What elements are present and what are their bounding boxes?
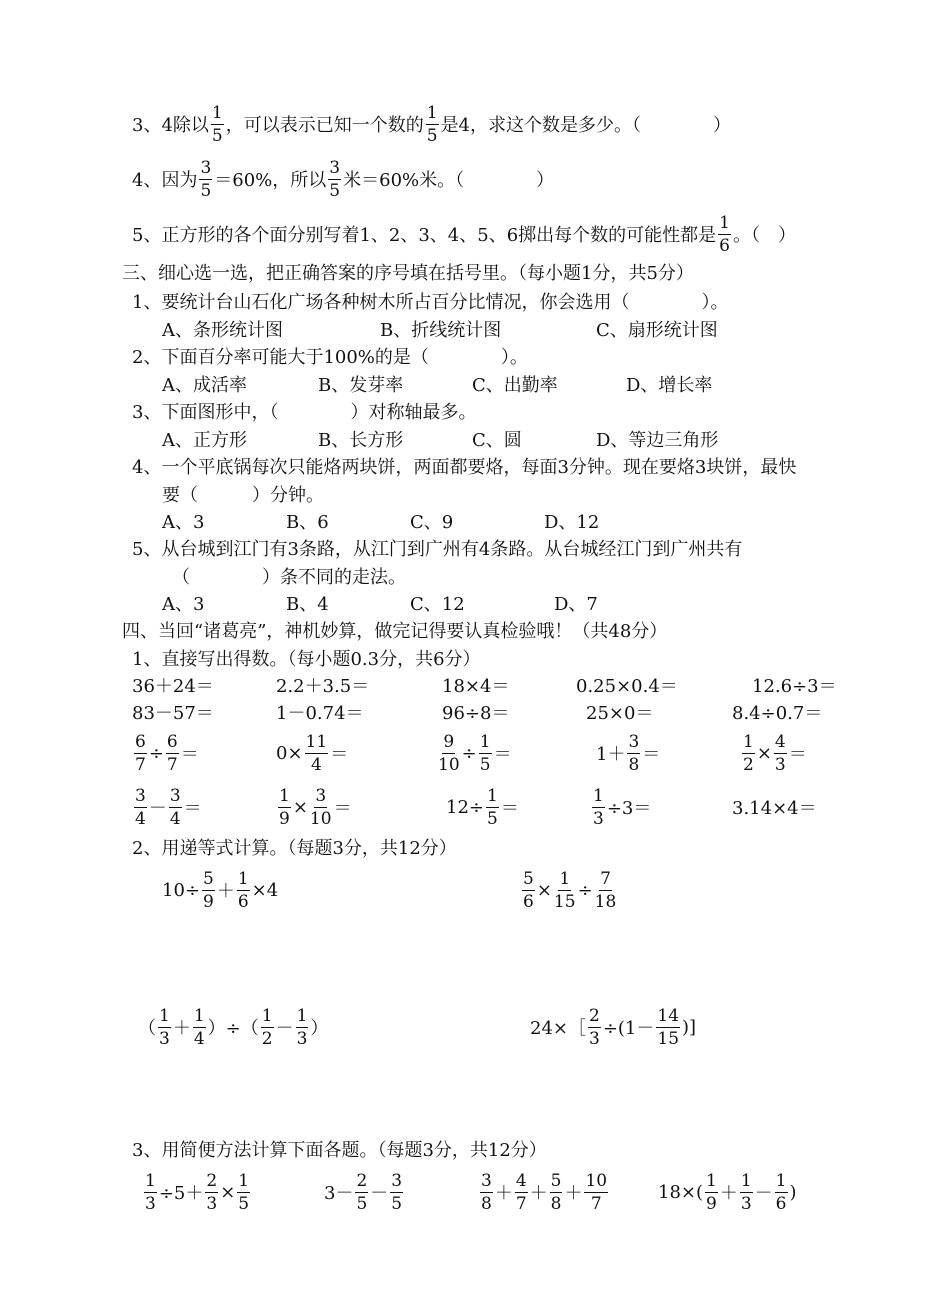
denominator: 9 — [706, 1193, 717, 1214]
stepwise-calc-4 — [530, 1003, 696, 1051]
oral-calc-3: 18×4＝ — [442, 676, 510, 697]
fraction — [237, 869, 250, 912]
stepwise-calc-3 — [138, 1003, 328, 1051]
denominator: 2 — [261, 1028, 273, 1049]
numerator: 1 — [487, 785, 498, 806]
choice-q4-option-d: D、12 — [544, 512, 600, 533]
denominator: 6 — [237, 891, 249, 912]
expression-text: ）÷（ — [207, 1018, 259, 1039]
expression-text: ＝ — [180, 744, 199, 765]
denominator: 3 — [593, 808, 604, 829]
fraction — [205, 1171, 218, 1214]
stepwise-calc-2 — [520, 866, 618, 914]
numerator: 10 — [585, 1170, 608, 1191]
numerator: 1 — [559, 868, 571, 889]
expression-text: × — [756, 742, 772, 764]
numerator: 3 — [481, 1170, 492, 1191]
expression-text: ÷ — [577, 879, 593, 901]
oral-calc-4: 0.25×0.4＝ — [576, 676, 678, 697]
denominator: 10 — [438, 754, 460, 775]
oral-calc-12 — [276, 729, 348, 777]
numerator: 3 — [135, 785, 146, 806]
fraction — [166, 732, 179, 775]
fraction — [390, 1171, 403, 1214]
expression-text: ＋ — [529, 1183, 548, 1204]
numerator: 1 — [237, 868, 249, 889]
expression-text: 24×［ — [530, 1018, 586, 1039]
expression-text: ＋ — [216, 881, 235, 902]
fraction — [522, 869, 535, 912]
numerator: 6 — [135, 731, 146, 752]
expression-text: ，可以表示已知一个数的 — [225, 115, 424, 136]
fraction — [742, 732, 755, 775]
numerator: 6 — [166, 731, 178, 752]
denominator: 15 — [553, 891, 576, 912]
expression-text: ÷ — [461, 742, 477, 764]
numerator: 3 — [169, 785, 181, 806]
choice-q5-option-b: B、4 — [286, 594, 329, 615]
expression-text: 18×( — [658, 1181, 704, 1203]
denominator: 9 — [279, 808, 290, 829]
choice-q3-option-a: A、正方形 — [162, 430, 247, 451]
choice-q1-stem: 1、要统计台山石化广场各种树木所占百分比情况，你会选用（ ）。 — [132, 292, 729, 313]
oral-calc-16 — [132, 783, 202, 831]
numerator: 2 — [206, 1170, 218, 1191]
expression-text: ÷(1－ — [602, 1018, 655, 1039]
fraction — [305, 732, 329, 775]
choice-q1-option-c: C、扇形统计图 — [596, 320, 718, 341]
denominator: 4 — [193, 1028, 205, 1049]
expression-text: ＝ — [500, 798, 519, 819]
expression-text: × — [292, 796, 308, 818]
expression-text: － — [275, 1018, 294, 1039]
fraction — [592, 786, 605, 829]
expression-text: ÷ — [148, 742, 164, 764]
oral-calc-8: 96÷8＝ — [442, 703, 510, 724]
oral-calc-18 — [446, 783, 519, 831]
numerator: 1 — [296, 1005, 308, 1026]
choice-q1-option-b: B、折线统计图 — [380, 320, 502, 341]
denominator: 8 — [628, 754, 640, 775]
expression-text: ÷3＝ — [606, 798, 652, 819]
fraction — [278, 786, 291, 829]
expression-text: ＝ — [333, 798, 352, 819]
numerator: 1 — [238, 1170, 250, 1191]
numerator: 1 — [193, 1005, 205, 1026]
denominator: 4 — [135, 808, 146, 829]
denominator: 5 — [479, 754, 491, 775]
judge-question-4 — [132, 155, 554, 203]
expression-text: ＝ — [330, 744, 349, 765]
numerator: 3 — [329, 157, 341, 178]
expression-text: ) — [789, 1181, 797, 1203]
fraction — [134, 732, 147, 775]
oral-calc-20 — [732, 783, 817, 831]
choice-q4-option-a: A、3 — [162, 512, 205, 533]
fraction — [438, 732, 460, 775]
fraction — [705, 1171, 718, 1214]
denominator: 9 — [203, 891, 214, 912]
expression-text: )] — [682, 1016, 697, 1038]
numerator: 1 — [479, 731, 491, 752]
fraction — [296, 1006, 309, 1049]
expression-text: ＝ — [642, 744, 661, 765]
denominator: 8 — [481, 1193, 492, 1214]
fraction — [554, 869, 576, 912]
expression-text: － — [370, 1183, 389, 1204]
numerator: 1 — [743, 731, 754, 752]
denominator: 6 — [775, 1193, 787, 1214]
fraction — [584, 1171, 608, 1214]
denominator: 7 — [166, 754, 178, 775]
expression-text: 5、正方形的各个面分别写着1、2、3、4、5、6掷出每个数的可能性都是 — [132, 225, 717, 246]
oral-calc-19 — [590, 783, 651, 831]
fraction — [261, 1006, 274, 1049]
fraction — [310, 786, 332, 829]
fraction — [134, 786, 147, 829]
numerator: 1 — [159, 1005, 170, 1026]
expression-text: － — [148, 798, 167, 819]
fraction — [237, 1171, 250, 1214]
denominator: 3 — [740, 1193, 752, 1214]
numerator: 9 — [443, 731, 455, 752]
expression-text: ） — [310, 1018, 329, 1039]
denominator: 3 — [589, 1028, 600, 1049]
numerator: 1 — [719, 212, 730, 233]
expression-text: ＋ — [494, 1183, 513, 1204]
choice-q3-option-b: B、长方形 — [318, 430, 404, 451]
denominator: 6 — [719, 235, 730, 256]
expression-text: 3－ — [324, 1183, 354, 1204]
fraction — [774, 732, 787, 775]
choice-q2-option-c: C、出勤率 — [472, 375, 558, 396]
fraction — [169, 786, 182, 829]
denominator: 6 — [523, 891, 534, 912]
oral-calc-7: 1－0.74＝ — [276, 703, 364, 724]
expression-text: 12÷ — [446, 796, 484, 818]
expression-text: × — [536, 879, 552, 901]
expression-text: 。（ ） — [733, 225, 796, 246]
section-4-title: 四、当回“诸葛亮”，神机妙算，做完记得要认真检验哦！（共48分） — [122, 621, 668, 642]
numerator: 1 — [426, 102, 438, 123]
expression-text: 4、因为 — [132, 170, 198, 191]
numerator: 1 — [593, 785, 604, 806]
denominator: 3 — [145, 1193, 156, 1214]
expression-text: 是4，求这个数是多少。（ ） — [440, 115, 732, 136]
choice-q2-option-a: A、成活率 — [162, 375, 247, 396]
fraction — [740, 1171, 753, 1214]
denominator: 7 — [135, 754, 146, 775]
denominator: 3 — [159, 1028, 170, 1049]
calc-part2-title: 2、用递等式计算。（每题3分，共12分） — [132, 838, 457, 859]
choice-q4-stem-line2: 要（ ）分钟。 — [162, 485, 324, 506]
denominator: 8 — [550, 1193, 562, 1214]
fraction — [211, 103, 224, 146]
denominator: 3 — [206, 1193, 218, 1214]
oral-calc-14 — [596, 729, 660, 777]
choice-q5-option-d: D、7 — [554, 594, 598, 615]
expression-text: 0× — [276, 742, 303, 764]
expression-text: ＝ — [788, 744, 807, 765]
expression-text: （ — [138, 1018, 156, 1039]
expression-text: 米＝60%米。（ ） — [343, 170, 555, 191]
denominator: 5 — [356, 1193, 368, 1214]
denominator: 7 — [515, 1193, 527, 1214]
expression-text: ＋ — [564, 1183, 583, 1204]
numerator: 2 — [589, 1005, 600, 1026]
numerator: 11 — [305, 731, 328, 752]
fraction — [718, 213, 731, 256]
numerator: 3 — [315, 785, 327, 806]
expression-text: 3.14×4＝ — [732, 798, 817, 819]
numerator: 5 — [203, 868, 214, 889]
fraction — [480, 1171, 493, 1214]
judge-question-5 — [132, 210, 796, 258]
fraction — [193, 1006, 206, 1049]
expression-text: 3、4除以 — [132, 115, 209, 136]
oral-calc-5: 12.6÷3＝ — [752, 676, 837, 697]
calc-part3-title: 3、用简便方法计算下面各题。（每题3分，共12分） — [132, 1140, 547, 1161]
denominator: 10 — [309, 808, 332, 829]
choice-q5-stem-line2: （ ）条不同的走法。 — [172, 567, 406, 588]
denominator: 5 — [487, 808, 498, 829]
fraction — [144, 1171, 157, 1214]
expression-text: ＝ — [493, 744, 512, 765]
denominator: 7 — [590, 1193, 602, 1214]
choice-q2-option-b: B、发芽率 — [318, 375, 404, 396]
expression-text: 10÷ — [162, 879, 200, 901]
fraction — [426, 103, 439, 146]
fraction — [550, 1171, 563, 1214]
oral-calc-11 — [132, 729, 199, 777]
stepwise-calc-1 — [162, 866, 278, 914]
choice-q2-option-d: D、增长率 — [626, 375, 713, 396]
denominator: 5 — [211, 125, 223, 146]
oral-calc-15 — [740, 729, 807, 777]
choice-q3-option-d: D、等边三角形 — [596, 430, 719, 451]
choice-q3-stem: 3、下面图形中，（ ）对称轴最多。 — [132, 402, 477, 423]
denominator: 2 — [743, 754, 754, 775]
numerator: 7 — [600, 868, 611, 889]
fraction — [486, 786, 499, 829]
numerator: 1 — [211, 102, 223, 123]
choice-q4-option-b: B、6 — [286, 512, 329, 533]
fraction — [656, 1006, 680, 1049]
judge-question-3 — [132, 100, 731, 148]
denominator: 5 — [238, 1193, 250, 1214]
denominator: 18 — [594, 891, 617, 912]
choice-q4-option-c: C、9 — [410, 512, 454, 533]
denominator: 4 — [169, 808, 181, 829]
choice-q5-stem-line1: 5、从台城到江门有3条路，从江门到广州有4条路。从台城经江门到广州共有 — [132, 539, 743, 560]
expression-text: ×4 — [251, 879, 279, 901]
choice-q5-option-a: A、3 — [162, 594, 205, 615]
numerator: 1 — [261, 1005, 273, 1026]
simplify-calc-2 — [324, 1168, 405, 1216]
expression-text: ＋ — [172, 1018, 191, 1039]
numerator: 1 — [706, 1170, 717, 1191]
fraction — [515, 1171, 528, 1214]
fraction — [199, 158, 212, 201]
denominator: 5 — [329, 180, 341, 201]
oral-calc-6: 83－57＝ — [132, 703, 214, 724]
fraction — [588, 1006, 601, 1049]
oral-calc-2: 2.2＋3.5＝ — [276, 676, 370, 697]
expression-text: × — [220, 1181, 236, 1203]
calc-part1-title: 1、直接写出得数。（每小题0.3分，共6分） — [132, 649, 481, 670]
numerator: 4 — [774, 731, 786, 752]
fraction — [328, 158, 341, 201]
expression-text: ÷5＋ — [158, 1183, 204, 1204]
simplify-calc-4 — [658, 1168, 797, 1216]
numerator: 3 — [200, 157, 212, 178]
denominator: 15 — [657, 1028, 680, 1049]
denominator: 5 — [391, 1193, 403, 1214]
denominator: 5 — [200, 180, 212, 201]
numerator: 1 — [740, 1170, 752, 1191]
choice-q1-option-a: A、条形统计图 — [162, 320, 283, 341]
numerator: 14 — [657, 1005, 680, 1026]
numerator: 1 — [279, 785, 290, 806]
simplify-calc-1 — [142, 1168, 252, 1216]
fraction — [775, 1171, 788, 1214]
denominator: 4 — [310, 754, 322, 775]
oral-calc-9: 25×0＝ — [586, 703, 654, 724]
choice-q5-option-c: C、12 — [410, 594, 465, 615]
denominator: 3 — [296, 1028, 308, 1049]
numerator: 4 — [515, 1170, 527, 1191]
numerator: 5 — [523, 868, 534, 889]
choice-q3-option-c: C、圆 — [472, 430, 522, 451]
oral-calc-13 — [436, 729, 512, 777]
section-3-title: 三、细心选一选，把正确答案的序号填在括号里。（每小题1分，共5分） — [122, 263, 694, 284]
choice-q4-stem-line1: 4、一个平底锅每次只能烙两块饼，两面都要烙，每面3分钟。现在要烙3块饼，最快 — [132, 457, 797, 478]
expression-text: ＋ — [719, 1183, 738, 1204]
numerator: 2 — [356, 1170, 368, 1191]
numerator: 5 — [550, 1170, 562, 1191]
fraction — [158, 1006, 171, 1049]
expression-text: ＝60%，所以 — [214, 170, 327, 191]
denominator: 3 — [774, 754, 786, 775]
fraction — [202, 869, 215, 912]
numerator: 1 — [775, 1170, 787, 1191]
fraction — [595, 869, 617, 912]
expression-text: 1＋ — [596, 744, 626, 765]
expression-text: － — [754, 1183, 773, 1204]
numerator: 3 — [391, 1170, 403, 1191]
fraction — [355, 1171, 368, 1214]
oral-calc-1: 36＋24＝ — [132, 676, 214, 697]
oral-calc-17 — [276, 783, 352, 831]
numerator: 1 — [145, 1170, 156, 1191]
expression-text: ＝ — [183, 798, 202, 819]
numerator: 3 — [628, 731, 640, 752]
fraction — [627, 732, 640, 775]
fraction — [479, 732, 492, 775]
denominator: 5 — [426, 125, 438, 146]
simplify-calc-3 — [478, 1168, 610, 1216]
oral-calc-10: 8.4÷0.7＝ — [732, 703, 823, 724]
choice-q2-stem: 2、下面百分率可能大于100%的是（ ）。 — [132, 347, 528, 368]
